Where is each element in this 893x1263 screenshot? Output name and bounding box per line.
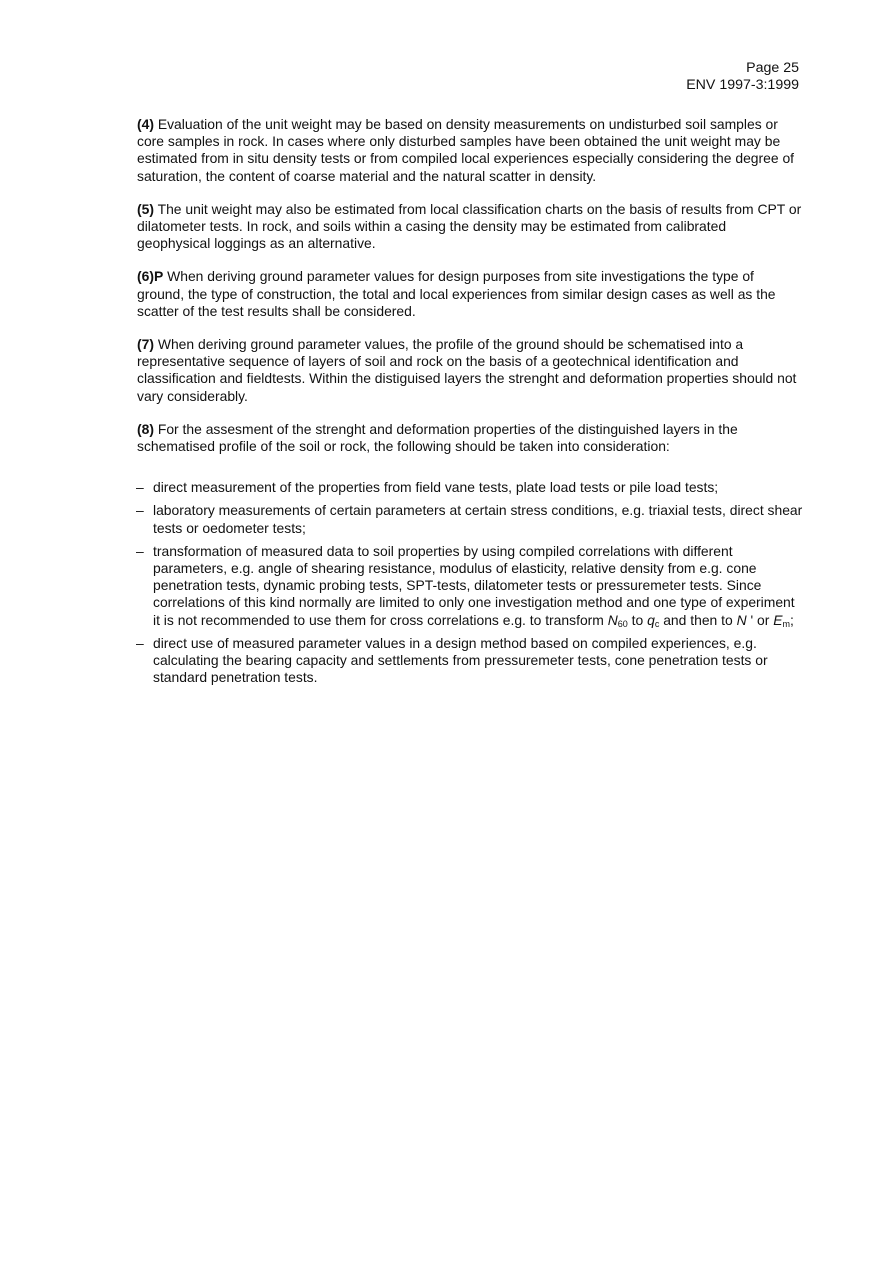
clause-number: (5) xyxy=(137,200,154,217)
dash-bullet: – xyxy=(136,634,144,651)
connector-text: and then to xyxy=(659,611,737,628)
paragraph-6p xyxy=(137,268,802,320)
end-punctuation: ; xyxy=(789,611,794,628)
clause-number: (7) xyxy=(137,336,154,353)
connector-text: or xyxy=(753,611,774,628)
subscript-m: m xyxy=(782,618,790,629)
list-item xyxy=(137,543,804,629)
clause-number: (6)P xyxy=(137,268,164,285)
list-item-text: laboratory measurements of certain parameters at certain stress conditions, e.g. triaxial tests, direct shear tests or oedometer tests; xyxy=(153,502,803,536)
list-item-text: direct measurement of the properties from field vane tests, plate load tests or pile load tests; xyxy=(153,479,719,496)
page-number: Page 25 xyxy=(746,60,799,76)
body-content xyxy=(137,116,802,692)
paragraph-text: When deriving ground parameter values, the profile of the ground should be schematised into a representative sequence of layers of soil and rock on the basis of a geotechnical identification and classification and fieldtests. Within the distiguised layers the strenght and deformation properties should not vary considerably. xyxy=(137,336,797,404)
connector-text: to xyxy=(627,611,648,628)
paragraph-text: When deriving ground parameter values for design purposes from site investigations the type of ground, the type of construction, the total and local experiences from similar design cases as well as the scatter of the test results shall be considered. xyxy=(137,268,776,319)
list-item xyxy=(137,502,804,536)
page-header xyxy=(686,60,799,94)
symbol-n: N xyxy=(607,611,618,628)
paragraph-8 xyxy=(137,421,802,455)
standard-id: ENV 1997-3:1999 xyxy=(686,77,799,93)
symbol-n-prime: N xyxy=(736,611,747,628)
consideration-list xyxy=(136,479,804,686)
subscript-60: 60 xyxy=(617,618,628,629)
paragraph-5 xyxy=(137,201,802,253)
symbol-q: q xyxy=(647,611,655,628)
dash-bullet: – xyxy=(136,502,144,519)
clause-number: (4) xyxy=(137,116,154,132)
clause-number: (8) xyxy=(137,420,154,437)
paragraph-text: For the assesment of the strenght and deformation properties of the distinguished layers in the schematised profile of the soil or rock, the following should be taken into consideration: xyxy=(137,420,738,455)
list-item-text: direct use of measured parameter values in a design method based on compiled experiences, e.g. calculating the bearing capacity and settlements from pressuremeter tests, cone penetration tests or standard penetration tests. xyxy=(153,634,768,686)
paragraph-text: The unit weight may also be estimated from local classification charts on the basis of results from CPT or dilatometer tests. In rock, and soils within a casing the density may be estimated from calibrated geophysical loggings as an alternative. xyxy=(137,200,802,252)
paragraph-text: Evaluation of the unit weight may be based on density measurements on undisturbed soil samples or core samples in rock. In cases where only disturbed samples have been obtained the unit weight may be estimated from in situ density tests or from compiled local experiences especially considering the degree of saturation, the content of coarse material and the natural scatter in density. xyxy=(137,116,795,184)
subscript-c: c xyxy=(654,618,660,629)
paragraph-4 xyxy=(137,116,802,185)
list-item-text: transformation of measured data to soil properties by using compiled correlations with different parameters, e.g. angle of shearing resistance, modulus of elasticity, relative density from e.g. cone penetration tests, dynamic probing tests, SPT-tests, dilatometer tests or pressuremeter tests. Since correlations of this kind normally are limited to only one investigation method and one type of experiment it is not recommended to use them for cross correlations e.g. to transform xyxy=(153,542,795,628)
list-item xyxy=(137,479,804,496)
list-item xyxy=(137,635,804,687)
prime-mark: ' xyxy=(746,611,754,628)
dash-bullet: – xyxy=(136,542,144,559)
paragraph-7 xyxy=(137,336,802,405)
symbol-e: E xyxy=(773,611,783,628)
dash-bullet: – xyxy=(136,479,144,496)
